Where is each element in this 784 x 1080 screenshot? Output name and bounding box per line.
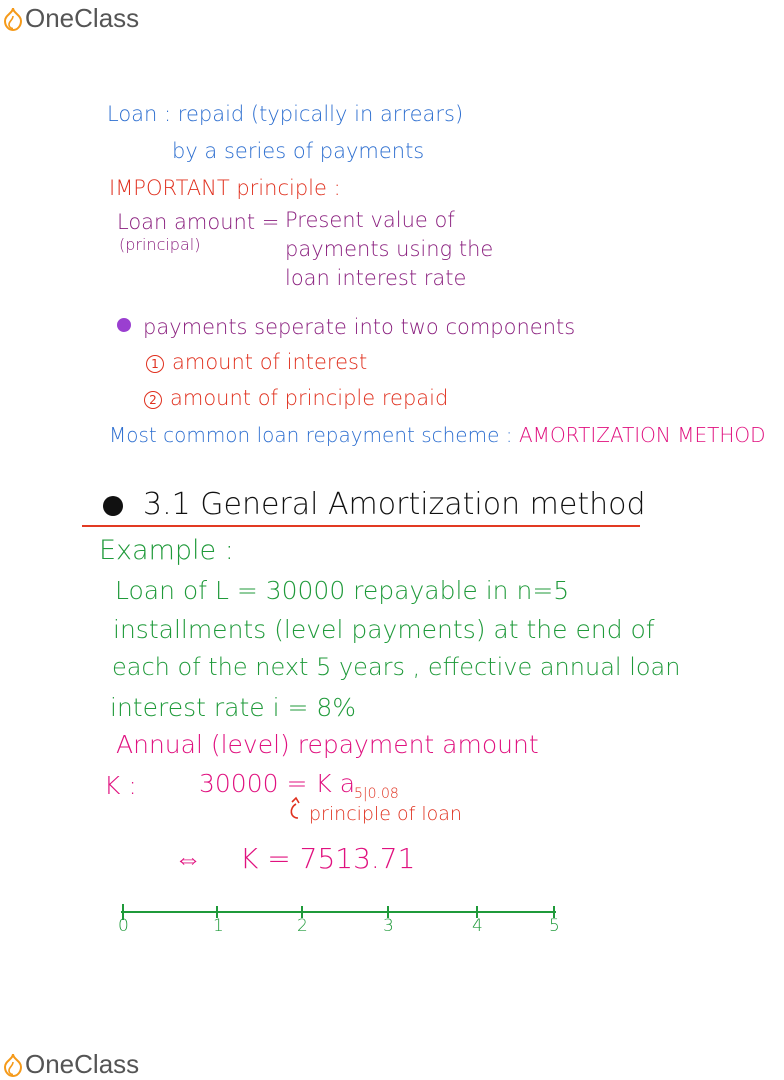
- brand-name: OneClass: [25, 3, 140, 33]
- circled-number-2: 2: [144, 391, 162, 409]
- example-line1: Loan of L = 30000 repayable in n=5: [115, 576, 570, 605]
- payment-timeline: [110, 902, 570, 926]
- present-value-line1: Present value of: [285, 208, 455, 232]
- loan-amount-label: Loan amount =: [117, 210, 280, 234]
- payments-components-text: payments seperate into two components: [143, 315, 576, 339]
- principal-label: (principal): [119, 235, 201, 254]
- loan-definition-line2: by a series of payments: [172, 139, 425, 163]
- timeline-tick-1: 1: [213, 916, 224, 936]
- k-label: K :: [104, 771, 137, 800]
- principle-of-loan-note: principle of loan: [309, 803, 462, 825]
- annuity-subscript: 5|0.08: [354, 786, 399, 802]
- amortization-method-text: AMORTIZATION METHOD: [519, 423, 766, 447]
- important-principle-heading: IMPORTANT principle :: [109, 176, 341, 200]
- component-principle: amount of principle repaid: [170, 386, 449, 410]
- curved-arrow-icon: [286, 792, 308, 820]
- timeline-tick-2: 2: [297, 916, 308, 936]
- circled-number-1: 1: [146, 355, 164, 373]
- brand-header: [2, 3, 139, 34]
- loan-definition-line1: Loan : repaid (typically in arrears): [107, 102, 464, 126]
- example-line3: each of the next 5 years , effective annual loan: [112, 653, 681, 681]
- heading-underline: [82, 525, 640, 527]
- example-line4: interest rate i = 8%: [110, 693, 357, 722]
- timeline-tick-3: 3: [383, 916, 394, 936]
- present-value-line2: payments using the: [285, 237, 494, 261]
- oneclass-logo-icon: [2, 6, 24, 32]
- oneclass-logo-icon: [2, 1052, 24, 1078]
- example-label: Example :: [99, 535, 234, 566]
- component-interest: amount of interest: [172, 350, 368, 374]
- annuity-equation: 30000 = K a: [199, 769, 356, 798]
- equivalence-arrow-icon: ⇔: [174, 842, 202, 875]
- timeline-tick-5: 5: [549, 916, 560, 936]
- most-common-scheme-text: Most common loan repayment scheme :: [109, 423, 513, 447]
- example-line2: installments (level payments) at the end of: [113, 615, 655, 644]
- brand-name: OneClass: [25, 1049, 140, 1079]
- purple-bullet: [117, 318, 131, 332]
- annual-repayment-heading: Annual (level) repayment amount: [116, 730, 539, 759]
- timeline-tick-0: 0: [118, 916, 129, 936]
- brand-footer: [2, 1049, 139, 1080]
- present-value-line3: loan interest rate: [285, 266, 467, 290]
- timeline-tick-4: 4: [472, 916, 483, 936]
- section-heading: 3.1 General Amortization method: [143, 487, 646, 522]
- black-bullet: [103, 496, 123, 516]
- k-result: K = 7513.71: [240, 842, 416, 875]
